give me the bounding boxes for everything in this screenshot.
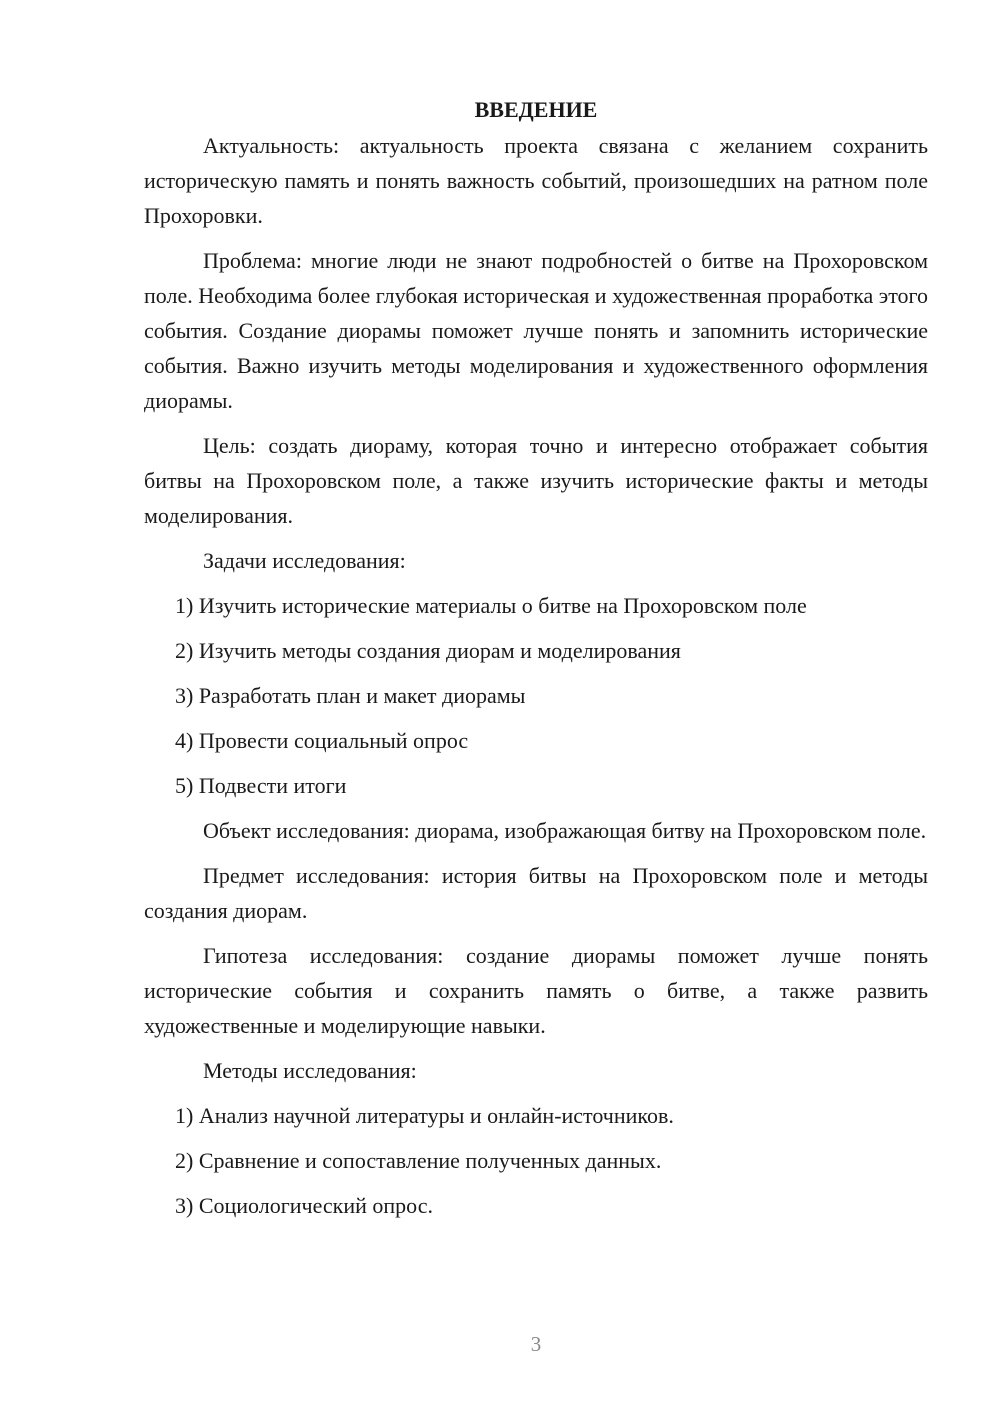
document-body xyxy=(144,92,928,1233)
method-item: 3) Социологический опрос. xyxy=(175,1193,433,1218)
method-item: 2) Сравнение и сопоставление полученных данных. xyxy=(175,1148,662,1173)
task-item: 1) Изучить исторические материалы о битве на Прохоровском поле xyxy=(175,593,807,618)
task-item: 4) Провести социальный опрос xyxy=(175,728,469,753)
tasks-heading: Задачи исследования: xyxy=(203,548,406,573)
subject-paragraph: Предмет исследования: история битвы на Прохоровском поле и методы создания диорам. xyxy=(144,863,928,923)
methods-heading: Методы исследования: xyxy=(203,1058,417,1083)
task-item: 5) Подвести итоги xyxy=(175,773,347,798)
section-title: ВВЕДЕНИЕ xyxy=(474,97,598,122)
page-number: 3 xyxy=(530,1332,542,1356)
task-item: 3) Разработать план и макет диорамы xyxy=(175,683,526,708)
relevance-paragraph: Актуальность: актуальность проекта связана с желанием сохранить историческую память и понять важность событий, произошедших на ратном поле Прохоровки. xyxy=(144,133,928,228)
goal-paragraph: Цель: создать диораму, которая точно и интересно отображает события битвы на Прохоровском поле, а также изучить исторические факты и методы моделирования. xyxy=(144,433,928,528)
hypothesis-paragraph: Гипотеза исследования: создание диорамы поможет лучше понять исторические события и сохранить память о битве, а также развить художественные и моделирующие навыки. xyxy=(144,943,928,1038)
task-item: 2) Изучить методы создания диорам и моделирования xyxy=(175,638,681,663)
problem-paragraph: Проблема: многие люди не знают подробностей о битве на Прохоровском поле. Необходима более глубокая историческая и художественная проработка этого события. Создание диорамы поможет лучше понять и запомнить исторические события. Важно изучить методы моделирования и художественного оформления диорамы. xyxy=(144,248,928,413)
object-paragraph: Объект исследования: диорама, изображающая битву на Прохоровском поле. xyxy=(203,818,927,843)
method-item: 1) Анализ научной литературы и онлайн-источников. xyxy=(175,1103,674,1128)
